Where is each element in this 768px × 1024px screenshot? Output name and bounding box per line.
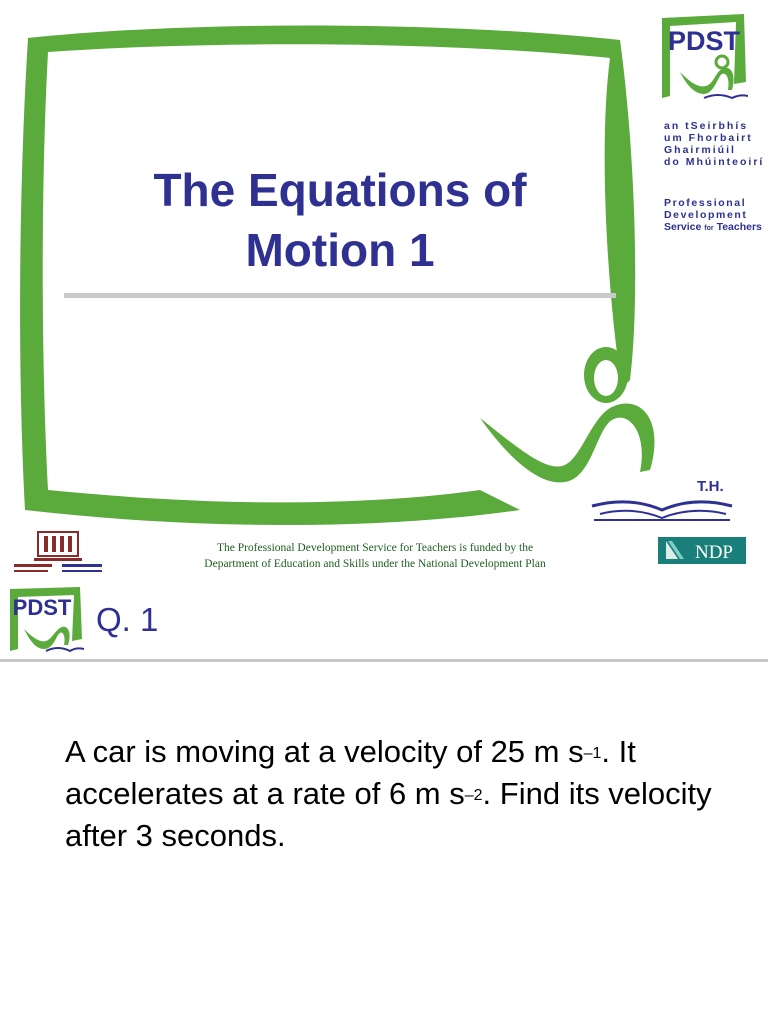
question-text — [65, 731, 735, 857]
question-part-1: A car is moving at a velocity of 25 m s — [65, 734, 584, 769]
velocity-unit-exponent: –1 — [583, 745, 602, 762]
irish-organisation-name — [664, 120, 764, 168]
title-line-2: Motion 1 — [245, 224, 435, 276]
english-name-line: Professional — [664, 197, 747, 209]
ndp-logo-icon — [658, 537, 746, 564]
english-name-service: Service — [664, 221, 702, 233]
ndp-logo-text: NDP — [694, 542, 734, 563]
english-name-for: for — [704, 225, 714, 232]
english-name-line-3 — [664, 221, 762, 235]
question-part-2: . It accelerates at a rate of 6 m s — [65, 734, 636, 811]
pdst-small-logo-text: PDST — [12, 595, 72, 620]
english-organisation-name — [664, 197, 762, 235]
question-part-3: . Find its velocity after 3 seconds. — [65, 776, 712, 853]
title-line-1: The Equations of — [153, 164, 527, 216]
title-divider — [64, 293, 616, 298]
author-initials: T.H. — [697, 478, 724, 495]
question-heading: Q. 1 — [96, 601, 159, 638]
pdst-logo-icon — [658, 12, 748, 102]
slide-title — [60, 160, 620, 280]
pdst-logo-text: PDST — [667, 26, 741, 56]
english-name-line: Development — [664, 209, 748, 221]
funding-statement — [150, 540, 600, 572]
heading-divider — [0, 659, 768, 662]
pdst-logo-icon — [6, 585, 86, 653]
irish-name-line: Ghairmiúil — [664, 144, 736, 156]
irish-name-line: um Fhorbairt — [664, 132, 753, 144]
english-name-teachers: Teachers — [716, 221, 762, 233]
question-slide — [0, 585, 768, 1024]
irish-name-line: an tSeirbhís — [664, 120, 749, 132]
irish-name-line: do Mhúinteoirí — [664, 156, 765, 168]
department-of-education-logo-icon — [8, 528, 108, 576]
funding-line-2: Department of Education and Skills under the National Development Plan — [204, 558, 546, 570]
acceleration-unit-exponent: –2 — [464, 787, 483, 804]
funding-line-1: The Professional Development Service for Teachers is funded by the — [216, 542, 534, 554]
